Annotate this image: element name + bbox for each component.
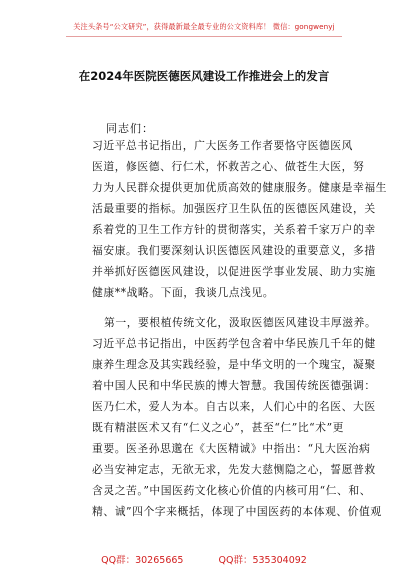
body-line: 含灵之苦。”中国医药文化核心价值的内核可用“仁、和、 bbox=[92, 484, 372, 497]
footer-qq-group-1: QQ群：30265665 bbox=[101, 555, 184, 566]
body-line: 第一，要根植传统文化，汲取医德医风建设丰厚滋养。 bbox=[104, 316, 377, 329]
body-line: 着中国人民和中华民族的博大智慧。我国传统医德强调： bbox=[92, 379, 376, 392]
footer-qq-group-2: QQ群：535304092 bbox=[218, 555, 307, 566]
body-line: 医道，修医德、行仁术，怀救苦之心、做苍生大医，努 bbox=[92, 160, 365, 173]
body-line: 系着党的卫生工作方针的贯彻落实，关系着千家万户的幸 bbox=[92, 223, 376, 236]
document-title: 在2024年医院医德医风建设工作推进会上的发言 bbox=[78, 69, 330, 83]
salutation: 同志们： bbox=[106, 122, 154, 135]
body-line: 康养生理念及其实践经验，是中华文明的一个瑰宝，凝聚 bbox=[92, 358, 376, 371]
header-banner: 关注头条号“公文研究”，获得最新最全最专业的公文资料库！ 微信：gongwenyj bbox=[73, 22, 335, 31]
body-line: 既有精湛医术又有“仁义之心”，甚至“仁”比“术”更 bbox=[92, 421, 345, 434]
body-line: 福安康。我们要深刻认识医德医风建设的重要意义，多措 bbox=[92, 244, 376, 257]
body-line: 重要。医圣孙思邈在《大医精诚》中指出：“凡大医治病 bbox=[92, 442, 371, 455]
body-line: 力为人民群众提供更加优质高效的健康服务。健康是幸福生 bbox=[92, 181, 388, 194]
body-line: 活最重要的指标。加强医疗卫生队伍的医德医风建设，关 bbox=[92, 202, 376, 215]
body-line: 习近平总书记指出，中医药学包含着中华民族几千年的健 bbox=[92, 337, 376, 350]
body-line: 医乃仁术，爱人为本。自古以来，人们心中的名医、大医 bbox=[92, 400, 376, 413]
header-divider bbox=[66, 36, 342, 37]
body-line: 精、诚”四个字来概括，体现了中国医药的本体观、价值观 bbox=[92, 505, 382, 518]
footer bbox=[0, 552, 408, 566]
body-line: 必当安神定志，无欲无求，先发大慈恻隐之心，誓愿普救 bbox=[92, 463, 376, 476]
body-line: 健康**战略。下面，我谈几点浅见。 bbox=[92, 286, 275, 299]
body-line: 并举抓好医德医风建设，以促进医学事业发展、助力实施 bbox=[92, 265, 376, 278]
body-line: 习近平总书记指出，广大医务工作者要恪守医德医风 bbox=[92, 139, 353, 152]
